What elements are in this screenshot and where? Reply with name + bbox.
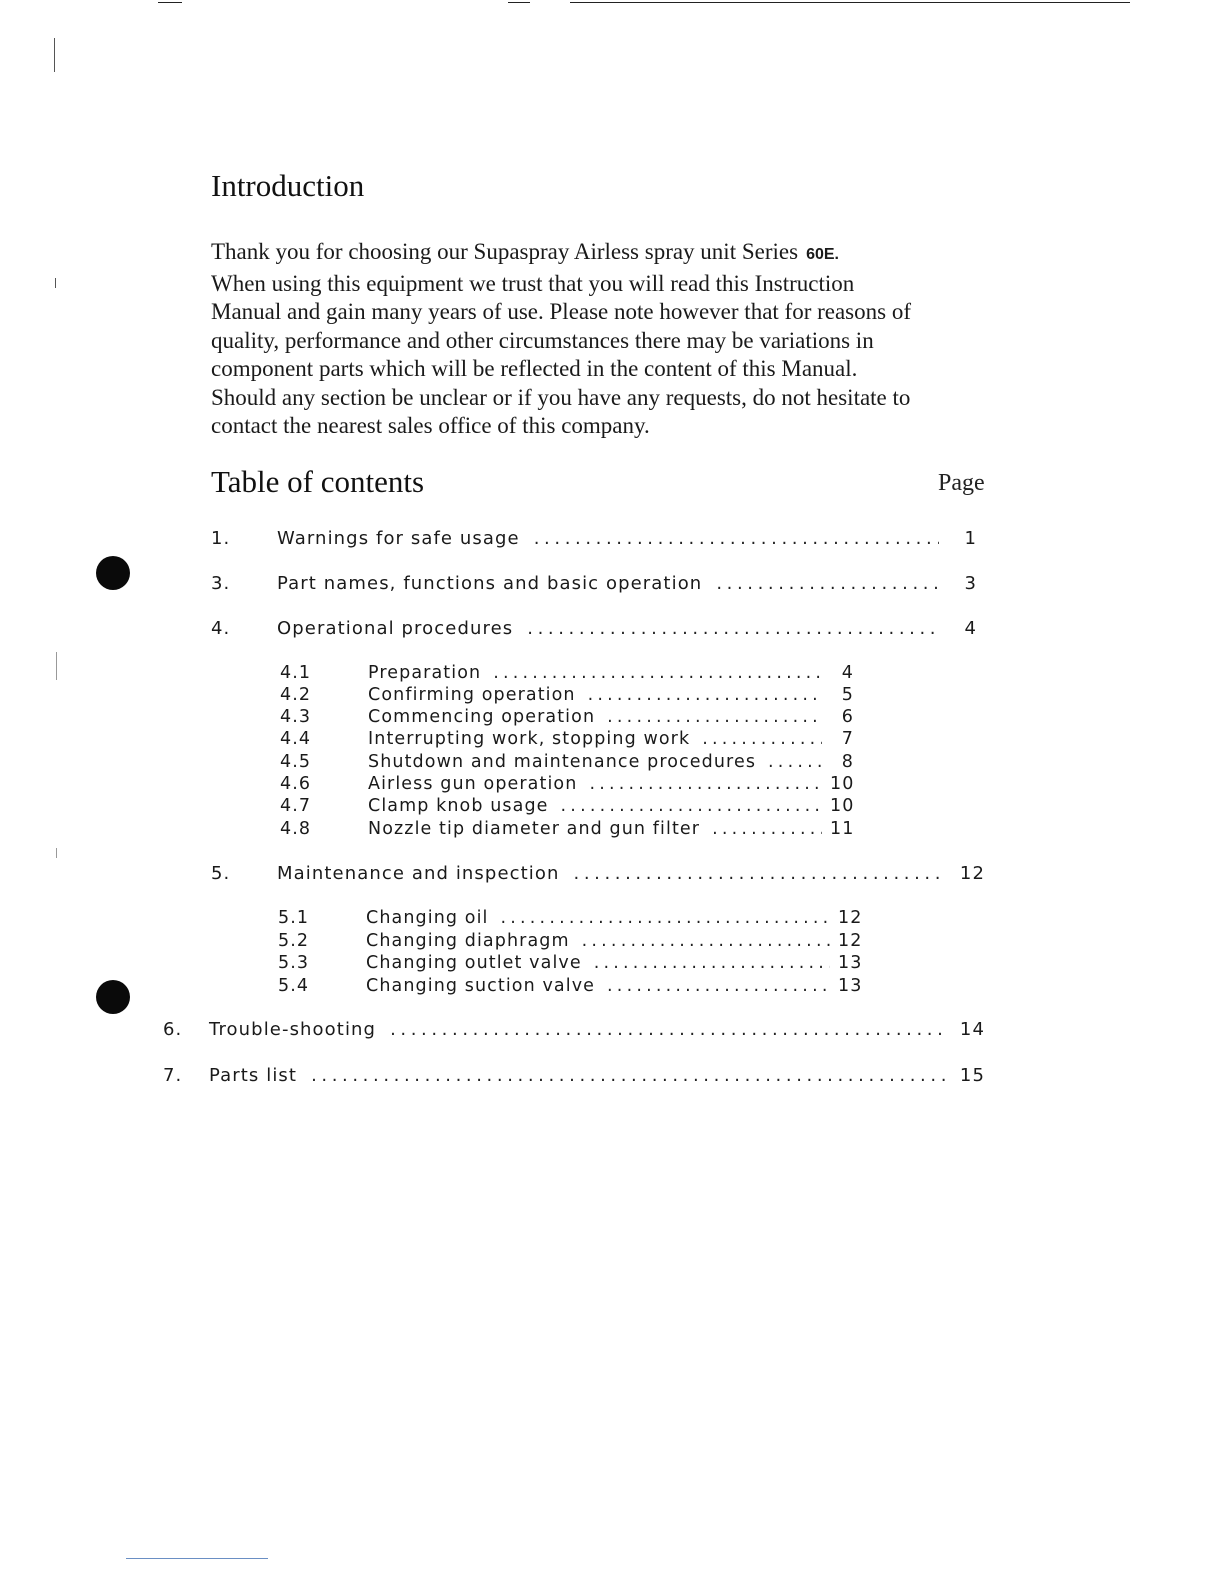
toc-entry-page: 3 <box>964 573 977 594</box>
intro-line: When using this equipment we trust that you will read this Instruction <box>211 270 855 296</box>
toc-entry-number: 1. <box>211 528 231 549</box>
margin-tick <box>55 278 56 288</box>
toc-subentry <box>280 752 854 772</box>
intro-line: component parts which will be reflected in the content of this Manual. <box>211 356 858 381</box>
toc-subentry-number: 5.1 <box>278 908 310 928</box>
toc-subentry-page: 12 <box>838 908 863 928</box>
toc-page-column-label: Page <box>938 470 985 496</box>
introduction-paragraph <box>211 238 1041 441</box>
toc-subentry-label: Shutdown and maintenance procedures <box>368 752 757 772</box>
toc-subentry-number: 5.3 <box>278 953 310 973</box>
margin-tick <box>56 848 57 858</box>
toc-dot-leader <box>607 976 830 996</box>
toc-subentry-label: Airless gun operation <box>368 774 578 794</box>
toc-entry <box>211 573 977 594</box>
toc-subentry-page: 13 <box>838 953 863 973</box>
toc-dot-leader <box>607 707 822 727</box>
toc-subentry-label: Changing diaphragm <box>366 931 570 951</box>
toc-entry <box>163 1065 985 1086</box>
toc-subentry-page: 6 <box>841 707 854 727</box>
toc-subentry-label: Preparation <box>368 663 482 683</box>
toc-subentry <box>278 953 862 973</box>
toc-entry-label: Operational procedures <box>277 618 514 639</box>
toc-subentry-label: Confirming operation <box>368 685 576 705</box>
intro-line: contact the nearest sales office of this company. <box>211 413 650 438</box>
toc-subentry-page: 12 <box>838 931 863 951</box>
toc-subentry-number: 4.1 <box>280 663 312 683</box>
toc-entry-number: 4. <box>211 618 231 639</box>
toc-dot-leader <box>561 796 822 816</box>
toc-subentry-page: 8 <box>841 752 854 772</box>
toc-entry-page: 4 <box>964 618 977 639</box>
toc-subentry <box>280 707 854 727</box>
toc-subentry-number: 4.8 <box>280 819 312 839</box>
toc-subentry-label: Commencing operation <box>368 707 596 727</box>
toc-subentry-page: 5 <box>841 685 854 705</box>
toc-subentry-label: Changing suction valve <box>366 976 596 996</box>
toc-entry <box>211 863 985 884</box>
intro-line: Thank you for choosing our Supaspray Airless spray unit Series 60E. <box>211 239 839 264</box>
toc-entry-number: 5. <box>211 863 231 884</box>
toc-subentry-label: Clamp knob usage <box>368 796 549 816</box>
toc-dot-leader <box>712 819 822 839</box>
punch-hole <box>96 556 130 590</box>
toc-subentry <box>280 663 854 683</box>
scan-top-mark <box>508 2 530 3</box>
toc-entry-page: 1 <box>964 528 977 549</box>
toc-subentry-number: 5.2 <box>278 931 310 951</box>
toc-dot-leader <box>390 1019 947 1040</box>
scan-top-mark <box>158 2 182 3</box>
toc-subentry <box>280 819 854 839</box>
toc-entry-page: 14 <box>959 1019 985 1040</box>
toc-dot-leader <box>768 752 822 772</box>
introduction-heading: Introduction <box>211 168 365 203</box>
toc-dot-leader <box>527 618 939 639</box>
toc-entry-label: Maintenance and inspection <box>277 863 560 884</box>
toc-subentry-number: 4.7 <box>280 796 312 816</box>
toc-dot-leader <box>311 1065 947 1086</box>
toc-subentry <box>280 729 854 749</box>
toc-subentry <box>280 796 854 816</box>
toc-subentry-page: 4 <box>841 663 854 683</box>
toc-subentry-number: 5.4 <box>278 976 310 996</box>
toc-subentry-page: 10 <box>830 796 855 816</box>
toc-entry-label: Part names, functions and basic operation <box>277 573 703 594</box>
toc-subentry-page: 11 <box>830 819 855 839</box>
toc-dot-leader <box>582 931 830 951</box>
toc-entry-page: 12 <box>959 863 985 884</box>
model-code: 60E. <box>806 246 839 263</box>
toc-subentry-page: 13 <box>838 976 863 996</box>
toc-dot-leader <box>534 528 939 549</box>
toc-subentry-label: Interrupting work, stopping work <box>368 729 691 749</box>
toc-subentry <box>278 976 862 996</box>
toc-subentry <box>278 908 862 928</box>
toc-subentry-number: 4.3 <box>280 707 312 727</box>
toc-entry-page: 15 <box>959 1065 985 1086</box>
toc-dot-leader <box>588 685 822 705</box>
scan-top-rule <box>570 2 1130 3</box>
punch-hole <box>96 980 130 1014</box>
toc-subentry-number: 4.4 <box>280 729 312 749</box>
toc-entry-number: 7. <box>163 1065 183 1086</box>
toc-dot-leader <box>574 863 948 884</box>
toc-entry-number: 6. <box>163 1019 183 1040</box>
toc-subentry-number: 4.6 <box>280 774 312 794</box>
margin-tick <box>56 652 57 680</box>
toc-entry-label: Parts list <box>209 1065 298 1086</box>
intro-line: Manual and gain many years of use. Please note however that for reasons of <box>211 299 911 324</box>
toc-dot-leader <box>493 663 822 683</box>
toc-subentry <box>278 931 862 951</box>
toc-entry <box>163 1019 985 1040</box>
margin-tick <box>54 38 55 72</box>
toc-subentry <box>280 774 854 794</box>
toc-entry <box>211 528 977 549</box>
toc-entry-label: Trouble-shooting <box>209 1019 377 1040</box>
toc-subentry-page: 10 <box>830 774 855 794</box>
scan-blue-rule <box>126 1558 268 1559</box>
toc-subentry-page: 7 <box>841 729 854 749</box>
toc-entry-label: Warnings for safe usage <box>277 528 520 549</box>
toc-subentry-number: 4.2 <box>280 685 312 705</box>
toc-subentry-label: Changing oil <box>366 908 489 928</box>
toc-subentry-label: Changing outlet valve <box>366 953 582 973</box>
intro-line: quality, performance and other circumstances there may be variations in <box>211 327 874 353</box>
toc-subentry <box>280 685 854 705</box>
toc-entry <box>211 618 977 639</box>
toc-entry-number: 3. <box>211 573 231 594</box>
toc-dot-leader <box>702 729 822 749</box>
toc-subentry-label: Nozzle tip diameter and gun filter <box>368 819 701 839</box>
toc-dot-leader <box>501 908 831 928</box>
toc-dot-leader <box>589 774 822 794</box>
intro-line: Should any section be unclear or if you have any requests, do not hesitate to <box>211 384 911 410</box>
toc-dot-leader <box>716 573 939 594</box>
toc-heading: Table of contents <box>211 464 425 499</box>
toc-dot-leader <box>594 953 830 973</box>
toc-subentry-number: 4.5 <box>280 752 312 772</box>
